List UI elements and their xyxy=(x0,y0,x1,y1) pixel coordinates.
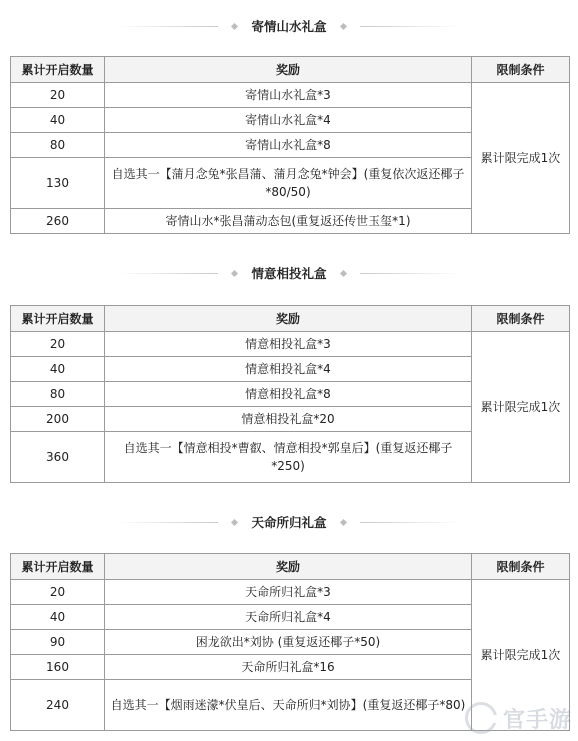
divider-left xyxy=(118,522,218,523)
divider-right xyxy=(360,522,460,523)
section-title-text: 天命所归礼盒 xyxy=(251,515,327,530)
table-row xyxy=(11,83,570,108)
logo-icon xyxy=(465,702,497,734)
header-reward: 奖励 xyxy=(105,306,472,332)
cell-reward: 自选其一【烟雨迷濛*伏皇后、天命所归*刘协】(重复返还椰子*80) xyxy=(105,680,472,731)
cell-reward: 困龙欲出*刘协 (重复返还椰子*50) xyxy=(105,630,472,655)
cell-reward: 自选其一【情意相投*曹叡、情意相投*郭皇后】(重复返还椰子*250) xyxy=(105,432,472,483)
cell-count: 40 xyxy=(11,357,105,382)
cell-count: 20 xyxy=(11,580,105,605)
header-count: 累计开启数量 xyxy=(11,306,105,332)
section-title-text: 情意相投礼盒 xyxy=(251,266,327,281)
header-count: 累计开启数量 xyxy=(11,554,105,580)
cell-count: 40 xyxy=(11,605,105,630)
cell-limit: 累计限完成1次 xyxy=(472,580,570,731)
section-title-text: 寄情山水礼盒 xyxy=(251,19,327,34)
reward-table-1 xyxy=(10,56,570,234)
cell-count: 360 xyxy=(11,432,105,483)
diamond-icon xyxy=(339,518,346,525)
diamond-icon xyxy=(339,269,346,276)
divider-left xyxy=(118,273,218,274)
header-count: 累计开启数量 xyxy=(11,57,105,83)
divider-left xyxy=(118,26,218,27)
header-reward: 奖励 xyxy=(105,57,472,83)
cell-reward: 情意相投礼盒*8 xyxy=(105,382,472,407)
cell-reward: 自选其一【蒲月念兔*张昌蒲、蒲月念兔*钟会】(重复依次返还椰子*80/50) xyxy=(105,158,472,209)
diamond-icon xyxy=(339,22,346,29)
cell-count: 40 xyxy=(11,108,105,133)
divider-right xyxy=(360,273,460,274)
cell-reward: 情意相投礼盒*20 xyxy=(105,407,472,432)
cell-reward: 寄情山水*张昌蒲动态包(重复返还传世玉玺*1) xyxy=(105,209,472,234)
cell-reward: 寄情山水礼盒*4 xyxy=(105,108,472,133)
cell-count: 160 xyxy=(11,655,105,680)
cell-reward: 寄情山水礼盒*3 xyxy=(105,83,472,108)
cell-count: 260 xyxy=(11,209,105,234)
table-header-row xyxy=(11,554,570,580)
table-row xyxy=(11,580,570,605)
table-header-row xyxy=(11,57,570,83)
header-limit: 限制条件 xyxy=(472,57,570,83)
cell-count: 80 xyxy=(11,133,105,158)
cell-reward: 情意相投礼盒*3 xyxy=(105,332,472,357)
diamond-icon xyxy=(231,22,238,29)
cell-count: 80 xyxy=(11,382,105,407)
diamond-icon xyxy=(231,518,238,525)
reward-table-2 xyxy=(10,305,570,483)
section-title-2 xyxy=(0,263,578,283)
header-limit: 限制条件 xyxy=(472,554,570,580)
cell-reward: 天命所归礼盒*16 xyxy=(105,655,472,680)
cell-count: 90 xyxy=(11,630,105,655)
cell-reward: 寄情山水礼盒*8 xyxy=(105,133,472,158)
diamond-icon xyxy=(231,269,238,276)
table-header-row xyxy=(11,306,570,332)
table-row xyxy=(11,332,570,357)
cell-reward: 情意相投礼盒*4 xyxy=(105,357,472,382)
cell-reward: 天命所归礼盒*4 xyxy=(105,605,472,630)
cell-limit: 累计限完成1次 xyxy=(472,332,570,483)
cell-count: 200 xyxy=(11,407,105,432)
cell-count: 130 xyxy=(11,158,105,209)
cell-count: 240 xyxy=(11,680,105,731)
watermark-text: 官手游 xyxy=(502,707,572,733)
divider-right xyxy=(360,26,460,27)
cell-limit: 累计限完成1次 xyxy=(472,83,570,234)
section-title-3 xyxy=(0,512,578,532)
header-reward: 奖励 xyxy=(105,554,472,580)
cell-count: 20 xyxy=(11,83,105,108)
cell-reward: 天命所归礼盒*3 xyxy=(105,580,472,605)
header-limit: 限制条件 xyxy=(472,306,570,332)
cell-count: 20 xyxy=(11,332,105,357)
watermark xyxy=(452,699,572,737)
section-title-1 xyxy=(0,16,578,36)
